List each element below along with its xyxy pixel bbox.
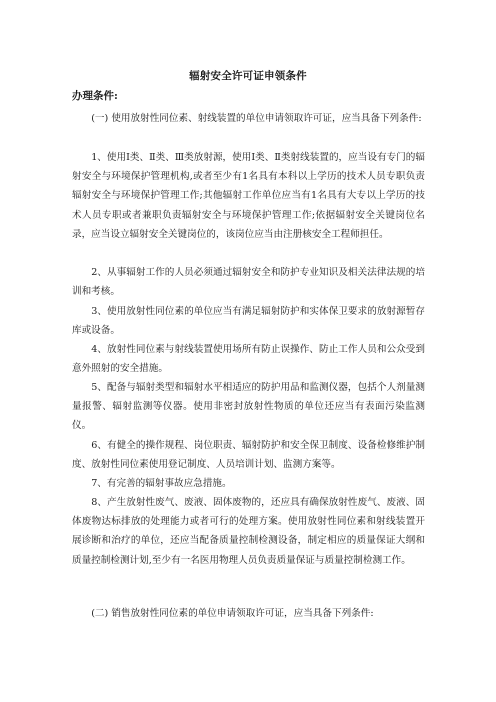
condition-item-5: 5、配备与辐射类型和辐射水平相适应的防护用品和监测仪器，包括个人剂量测量报警、辐射监测等仪器。使用非密封放射性物质的单位还应当有表面污染监测仪。 bbox=[72, 382, 425, 432]
section-heading: 办理条件: bbox=[72, 90, 118, 102]
condition-item-4: 4、放射性同位素与射线装置使用场所有防止误操作、防止工作人员和公众受到意外照射的安全措施。 bbox=[72, 344, 425, 375]
condition-item-8: 8、产生放射性废气、废液、固体废物的，还应具有确保放射性废气、废液、固体废物达标排放的处理能力或者可行的处理方案。使用放射性同位素和射线装置开展诊断和治疗的单位，还应当配备质量控制检测设备，制定相应的质量保证大纲和质量控制检测计划,至少有一名医用物理人员负责质量保证与质量控制检测工作。 bbox=[72, 497, 425, 566]
condition-item-1: 1、使用Ⅰ类、Ⅱ类、Ⅲ类放射源，使用Ⅰ类、Ⅱ类射线装置的，应当设有专门的辐射安全与环境保护管理机构,或者至少有1名具有本科以上学历的技术人员专职负责辐射安全与环境保护管理工作;其他辐射工作单位应当有1名具有大专以上学历的技术人员专职或者兼职负责辐射安全与环境保护管理工作;依据辐射安全关键岗位名录，应当设立辐射安全关键岗位的，该岗位应当由注册核安全工程师担任。 bbox=[72, 152, 425, 240]
condition-item-2: 2、从事辐射工作的人员必须通过辐射安全和防护专业知识及相关法律法规的培训和考核。 bbox=[72, 267, 425, 298]
condition-item-3: 3、使用放射性同位素的单位应当有满足辐射防护和实体保卫要求的放射源暂存库或设备。 bbox=[72, 306, 425, 337]
condition-item-6: 6、有健全的操作规程、岗位职责、辐射防护和安全保卫制度、设备检修维护制度、放射性同位素使用登记制度、人员培训计划、监测方案等。 bbox=[72, 440, 425, 471]
subsection-2-intro: (二) 销售放射性同位素的单位申请领取许可证，应当具备下列条件: bbox=[91, 608, 374, 619]
subsection-1-intro: (一) 使用放射性同位素、射线装置的单位申请领取许可证，应当具备下列条件: bbox=[91, 113, 422, 124]
document-title: 辐射安全许可证申领条件 bbox=[189, 70, 307, 82]
condition-item-7: 7、有完善的辐射事故应急措施。 bbox=[91, 478, 232, 489]
